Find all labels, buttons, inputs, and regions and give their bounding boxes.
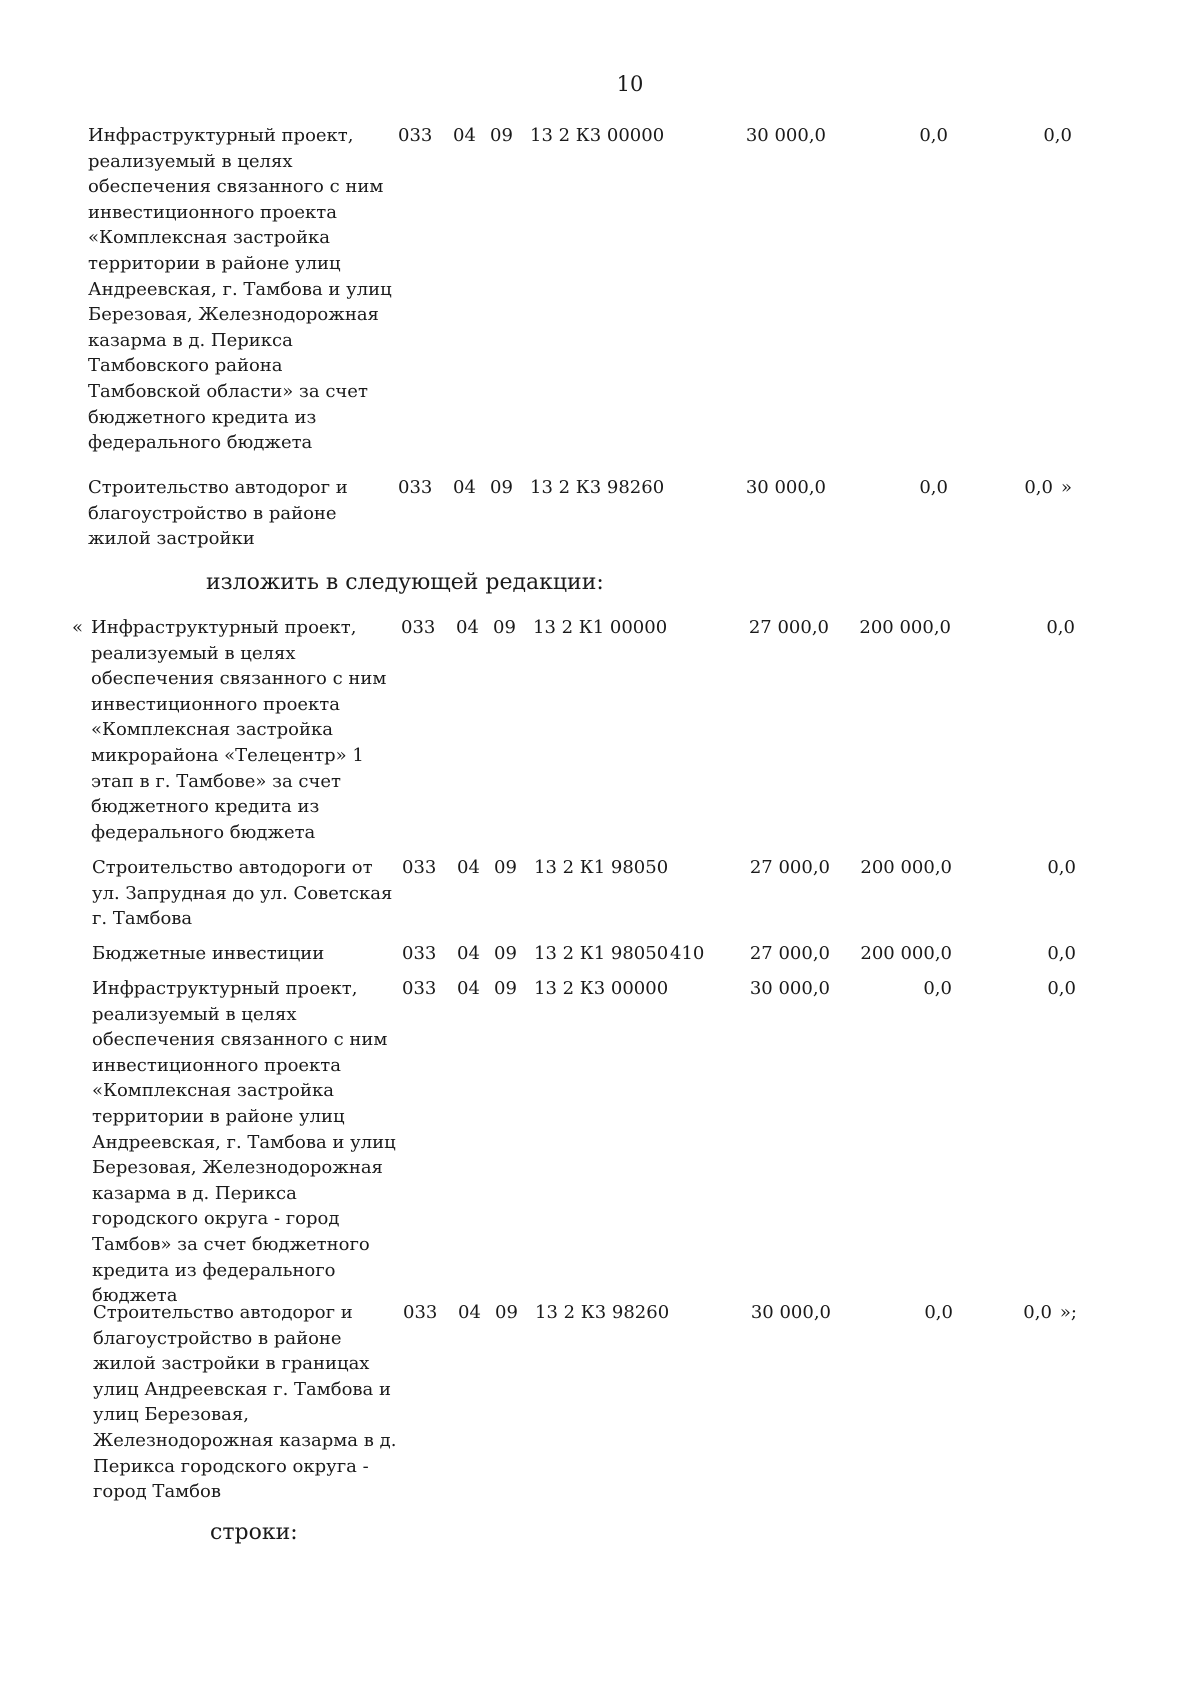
row-ved: 033 <box>398 477 433 498</box>
row-name: Инфраструктурный проект, реализуемый в целях обеспечения связанного с ним инвестиционного проекта «Комплексная застройка микрорайона «Телецентр» 1 этап в г. Тамбове» за счет бюджетного кредита из федерального бюджета <box>91 617 387 843</box>
row-rz: 04 <box>457 978 480 999</box>
row-name: Инфраструктурный проект, реализуемый в целях обеспечения связанного с ним инвестиционного проекта «Комплексная застройка территории в районе улиц Андреевская, г. Тамбова и улиц Березовая, Железнодорожная казарма в д. Перикса Тамбовского района Тамбовской области» за счет бюджетного кредита из федерального бюджета <box>88 125 392 454</box>
row-rz: 04 <box>457 857 480 878</box>
row-amount-year1: 27 000,0 <box>749 857 830 878</box>
row-amount-year1: 27 000,0 <box>748 617 829 638</box>
row-amount-year2: 0,0 <box>924 1302 953 1323</box>
row-amount-year3: 0,0 <box>1046 617 1075 638</box>
row-amount-year3: 0,0 <box>1047 943 1076 964</box>
row-pr: 09 <box>494 978 517 999</box>
heading-new-edition: изложить в следующей редакции: <box>206 570 604 595</box>
row-amount-year1: 27 000,0 <box>749 943 830 964</box>
row-csr: 13 2 К1 98050 <box>534 943 669 964</box>
closing-quote: »; <box>1059 1302 1077 1323</box>
page-number: 10 <box>616 72 644 96</box>
row-ved: 033 <box>402 978 437 999</box>
row-csr: 13 2 К3 98260 <box>535 1302 670 1323</box>
row-amount-year2: 0,0 <box>923 978 952 999</box>
row-csr: 13 2 К1 00000 <box>533 617 668 638</box>
row-name: Строительство автодороги от ул. Запрудная до ул. Советская г. Тамбова <box>92 857 393 930</box>
opening-quote: « <box>72 617 84 638</box>
row-amount-year2: 200 000,0 <box>860 943 952 964</box>
row-vr: 410 <box>670 943 705 964</box>
row-amount-year1: 30 000,0 <box>745 477 826 498</box>
row-amount-year3: 0,0 <box>1043 125 1072 146</box>
row-rz: 04 <box>457 943 480 964</box>
row-rz: 04 <box>458 1302 481 1323</box>
row-amount-year1: 30 000,0 <box>750 1302 831 1323</box>
row-amount-year3: 0,0 <box>1047 857 1076 878</box>
row-pr: 09 <box>495 1302 518 1323</box>
amount-value: 0,0 <box>1023 1302 1052 1323</box>
row-name: Строительство автодорог и благоустройство в районе жилой застройки <box>88 477 348 550</box>
closing-quote: » <box>1060 477 1072 498</box>
row-name: Инфраструктурный проект, реализуемый в целях обеспечения связанного с ним инвестиционного проекта «Комплексная застройка территории в районе улиц Андреевская, г. Тамбова и улиц Березовая, Железнодорожная казарма в д. Перикса городского округа - город Тамбов» за счет бюджетного кредита из федерального бюджета <box>92 978 396 1307</box>
row-amount-year3: 0,0 <box>1047 978 1076 999</box>
row-amount-year1: 30 000,0 <box>749 978 830 999</box>
row-amount-year2: 200 000,0 <box>860 857 952 878</box>
row-ved: 033 <box>402 857 437 878</box>
row-amount-year1: 30 000,0 <box>745 125 826 146</box>
row-csr: 13 2 К3 00000 <box>534 978 669 999</box>
row-csr: 13 2 К1 98050 <box>534 857 669 878</box>
row-amount-year2: 0,0 <box>919 477 948 498</box>
row-ved: 033 <box>402 943 437 964</box>
row-rz: 04 <box>456 617 479 638</box>
row-name: Строительство автодорог и благоустройство в районе жилой застройки в границах улиц Андреевская г. Тамбова и улиц Березовая, Железнодорожная казарма в д. Перикса городского округа - город Тамбов <box>93 1302 397 1503</box>
row-ved: 033 <box>403 1302 438 1323</box>
row-amount-year2: 0,0 <box>919 125 948 146</box>
row-pr: 09 <box>494 857 517 878</box>
row-pr: 09 <box>490 125 513 146</box>
row-csr: 13 2 К3 98260 <box>530 477 665 498</box>
row-rz: 04 <box>453 477 476 498</box>
row-amount-year3 <box>999 1300 1077 1326</box>
row-ved: 033 <box>398 125 433 146</box>
row-amount-year3 <box>994 475 1072 501</box>
row-pr: 09 <box>494 943 517 964</box>
row-amount-year2: 200 000,0 <box>859 617 951 638</box>
row-csr: 13 2 К3 00000 <box>530 125 665 146</box>
row-ved: 033 <box>401 617 436 638</box>
row-rz: 04 <box>453 125 476 146</box>
row-pr: 09 <box>493 617 516 638</box>
row-pr: 09 <box>490 477 513 498</box>
row-name: Бюджетные инвестиции <box>92 943 325 964</box>
heading-rows: строки: <box>210 1520 298 1545</box>
amount-value: 0,0 <box>1024 477 1053 498</box>
